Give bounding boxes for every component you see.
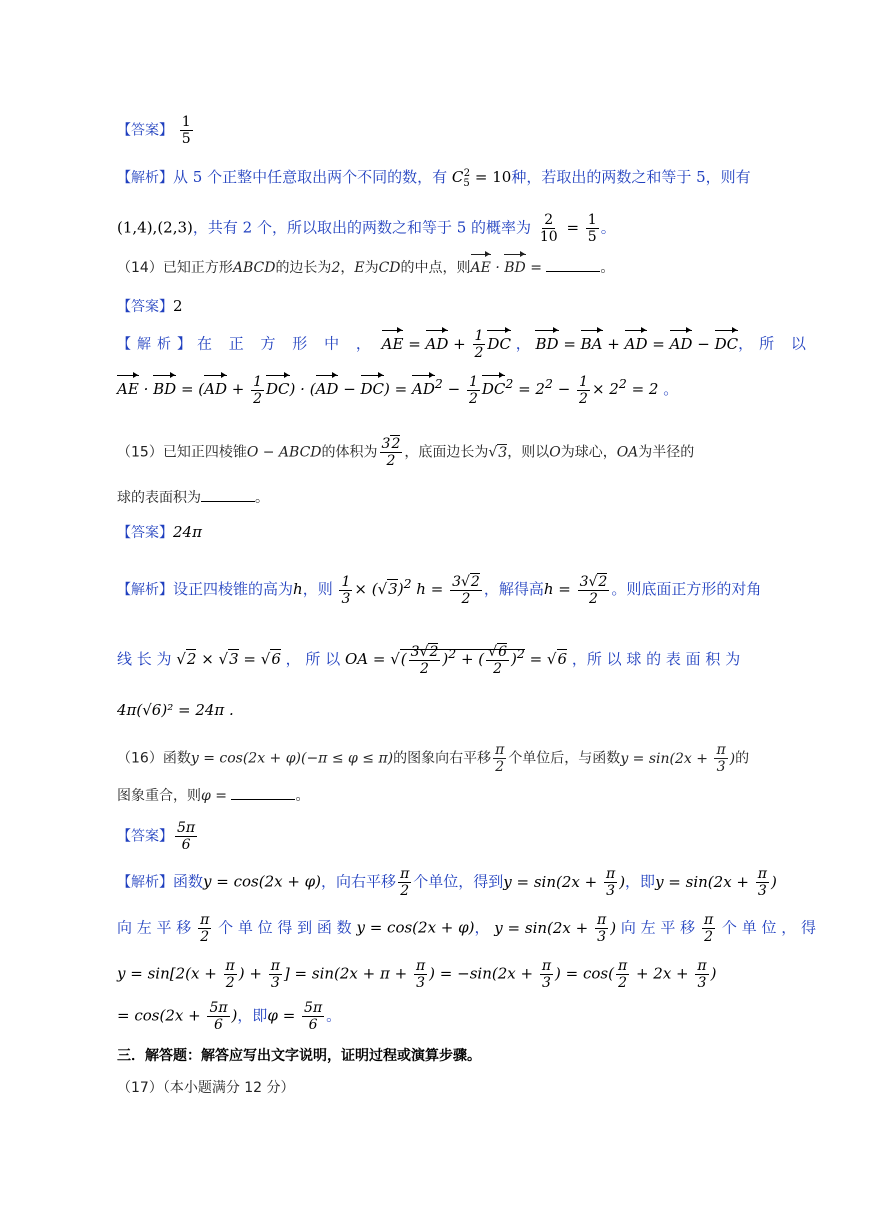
q13-frac-b: $\frac{1}{5}$ bbox=[587, 212, 597, 245]
q16-analysis-line1: 【解析】函数y = cos(2x + φ)，向右平移 $\frac{\pi}{2}$ 个单位，得到y = sin(2x + $\frac{\pi}{3}$ )，即y = sin(2x + $\frac{\pi}{3}$ ) bbox=[117, 866, 777, 899]
q17-heading: （17）（本小题满分 12 分） bbox=[117, 1080, 295, 1096]
q16-stem: （16）函数y = cos(2x + φ)(−π ≤ φ ≤ π)的图象向右平移 $\frac{\pi}{2}$ 个单位后，与函数y = sin(2x + $\frac{\pi}{3}$ )的 bbox=[117, 742, 750, 775]
q15-analysis-line3: 4π(√6)² = 24π . bbox=[117, 701, 234, 719]
q15-analysis-line1: 【解析】设正四棱锥的高为h，则 $\frac{1}{3}$ × $(√3)^2$ h = $\frac{3√2}{2}$ ，解得高h = $\frac{3√2}{2}$ 。则底面正方形的对角 bbox=[117, 573, 762, 607]
q15-stem: （15）已知正四棱锥O − ABCD的体积为 $\frac{32}{2}$ ，底面边长为√3，则以O为球心，OA为半径的 bbox=[117, 436, 695, 469]
answer-tag: 【答案】 bbox=[117, 122, 173, 139]
q15-answer: 【答案】24π bbox=[117, 523, 202, 541]
q15-analysis-line2: 线 长 为 √2 × √3 = √6 ， 所 以 OA = √( $\frac{3√2}{2}$ )$^2$ + ( $\frac{√6}{2}$ )$^2$ = √6 ，所 以 球 的 表 面 积 为 bbox=[117, 643, 741, 677]
combination-expr: $C_5^2 = 10$ bbox=[451, 168, 512, 189]
q16-answer: 【答案】 $\frac{5\pi}{6}$ bbox=[117, 820, 196, 853]
q16-analysis-line2: 向 左 平 移 $\frac{\pi}{2}$ 个 单 位 得 到 函 数 y = cos(2x + φ)， y = sin(2x + $\frac{\pi}{3}$ ) 向 左 平 移 $\frac{\pi}{2}$ 个 单 位 ， 得 bbox=[117, 912, 816, 945]
q16-stem-line2: 图象重合，则φ = 。 bbox=[117, 788, 310, 804]
q14-analysis-line2: AE · BD = (AD + $\frac{1}{2}$ $DC) \cdot (AD - DC) = AD^2$ − $\frac{1}{2}$ $DC^2 = 2^2$ − $\frac{1}{2}$ × $2^2 = 2$ 。 bbox=[117, 373, 679, 407]
q13-analysis-line2: (1,4),(2,3)，共有 2 个，所以取出的两数之和等于 5 的概率为 $\frac{2}{10}$ = $\frac{1}{5}$ 。 bbox=[117, 212, 616, 245]
q13-analysis-line1: 【解析】从 5 个正整中任意取出两个不同的数，有 $C_5^2 = 10$种，若取出的两数之和等于 5，则有 bbox=[117, 168, 751, 189]
q16-analysis-line3: y = sin[2(x + $\frac{\pi}{2}$ ) + $\frac{\pi}{3}$ ] = sin(2x + π + $\frac{\pi}{3}$ ) = −sin(2x + $\frac{\pi}{3}$ ) = cos( $\frac{\pi}{2}$ + 2x + $\frac{\pi}{3}$ ) bbox=[117, 958, 717, 991]
q16-blank bbox=[231, 787, 295, 800]
q13-answer-frac: $\frac{1}{5}$ bbox=[181, 114, 191, 147]
analysis-tag: 【解析】 bbox=[117, 170, 173, 186]
q14-blank bbox=[546, 259, 600, 272]
q14-answer: 【答案】2 bbox=[117, 297, 183, 315]
q15-blank bbox=[201, 489, 255, 502]
q15-stem-line2: 球的表面积为 。 bbox=[117, 490, 269, 506]
q16-analysis-line4: = cos(2x + $\frac{5\pi}{6}$ )，即φ = $\frac{5\pi}{6}$ 。 bbox=[117, 1000, 342, 1033]
q13-answer bbox=[117, 114, 761, 147]
q14-stem: （14）已知正方形ABCD的边长为2，E为CD的中点，则AE · BD = 。 bbox=[117, 256, 761, 280]
q14-analysis-line1: 【解析】在 正 方 形 中 ， AE = AD + $\frac{1}{2}$ DC ， BD = BA + AD = AD − DC，所 以 bbox=[117, 328, 812, 361]
q13-frac-a: $\frac{2}{10}$ bbox=[539, 212, 558, 245]
section3-heading: 三．解答题：解答应写出文字说明，证明过程或演算步骤。 bbox=[117, 1048, 481, 1064]
